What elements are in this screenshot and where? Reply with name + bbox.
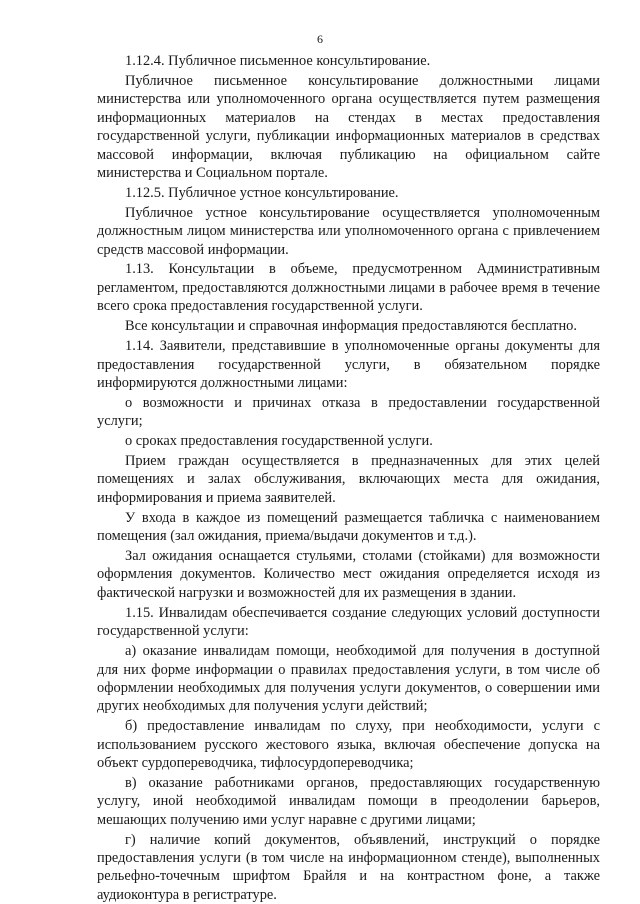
paragraph-1-12-4-heading: 1.12.4. Публичное письменное консультирование. <box>125 53 431 69</box>
paragraph-item-g: г) наличие копий документов, объявлений, инструкций о порядке предоставления услуги (в том числе на информационном стенде), выполненных рельефно-точечным шрифтом Брайля и на контрастном фоне, а также аудиоконтура в регистратуре. <box>97 831 600 903</box>
paragraph-service-terms: о сроках предоставления государственной услуги. <box>125 433 433 450</box>
paragraph-reception-premises: Прием граждан осуществляется в предназначенных для этих целей помещениях и залах обслуживания, включающих места для ожидания, информирования и приема заявителей. <box>97 453 600 506</box>
paragraph-waiting-hall: Зал ожидания оснащается стульями, столами (стойками) для возможности оформления документов. Количество мест ожидания определяется исходя из фактической нагрузки и возможностей для их размещения в здании. <box>97 548 600 601</box>
paragraph-item-v: в) оказание работниками органов, предоставляющих государственную услугу, иной необходимой инвалидам помощи в преодолении барьеров, мешающих получению ими услуг наравне с другими лицами; <box>97 774 600 828</box>
paragraph-1-15: 1.15. Инвалидам обеспечивается создание следующих условий доступности государственной услуги: <box>97 604 600 640</box>
paragraph-1-13: 1.13. Консультации в объеме, предусмотренном Административным регламентом, предоставляются должностными лицами в рабочее время в течение всего срока предоставления государственной услуги. <box>97 261 600 315</box>
document-body <box>97 52 600 904</box>
paragraph-free-consultations: Все консультации и справочная информация предоставляются бесплатно. <box>125 318 577 335</box>
paragraph-public-written-consulting: Публичное письменное консультирование должностными лицами министерства или уполномоченного органа осуществляется путем размещения информационных материалов на стендах в местах предоставления государственной услуги, публикации информационных материалов в средствах массовой информации, включая публикацию на официальном сайте министерства и Социальном портале. <box>97 72 600 181</box>
page-number: 6 <box>317 32 323 46</box>
paragraph-1-14: 1.14. Заявители, представившие в уполномоченные органы документы для предоставления государственной услуги, в обязательном порядке информируются должностными лицами: <box>97 338 600 391</box>
paragraph-item-a: а) оказание инвалидам помощи, необходимой для получения в доступной для них форме информации о правилах предоставления услуги, в том числе об оформлении необходимых для получения услуги документов, о совершении ими других необходимых для получения услуги действий; <box>97 643 600 715</box>
paragraph-refusal-reasons: о возможности и причинах отказа в предоставлении государственной услуги; <box>97 394 600 430</box>
paragraph-item-b: б) предоставление инвалидам по слуху, при необходимости, услуги с использованием русского жестового языка, включая обеспечение допуска на объект сурдопереводчика, тифлосурдопереводчика; <box>97 718 600 772</box>
paragraph-public-oral-consulting: Публичное устное консультирование осуществляется уполномоченным должностным лицом министерства или уполномоченного органа с привлечением средств массовой информации. <box>97 204 600 258</box>
paragraph-1-12-5-heading: 1.12.5. Публичное устное консультирование. <box>125 184 399 201</box>
paragraph-entrance-sign: У входа в каждое из помещений размещается табличка с наименованием помещения (зал ожидания, приема/выдачи документов и т.д.). <box>97 509 600 545</box>
